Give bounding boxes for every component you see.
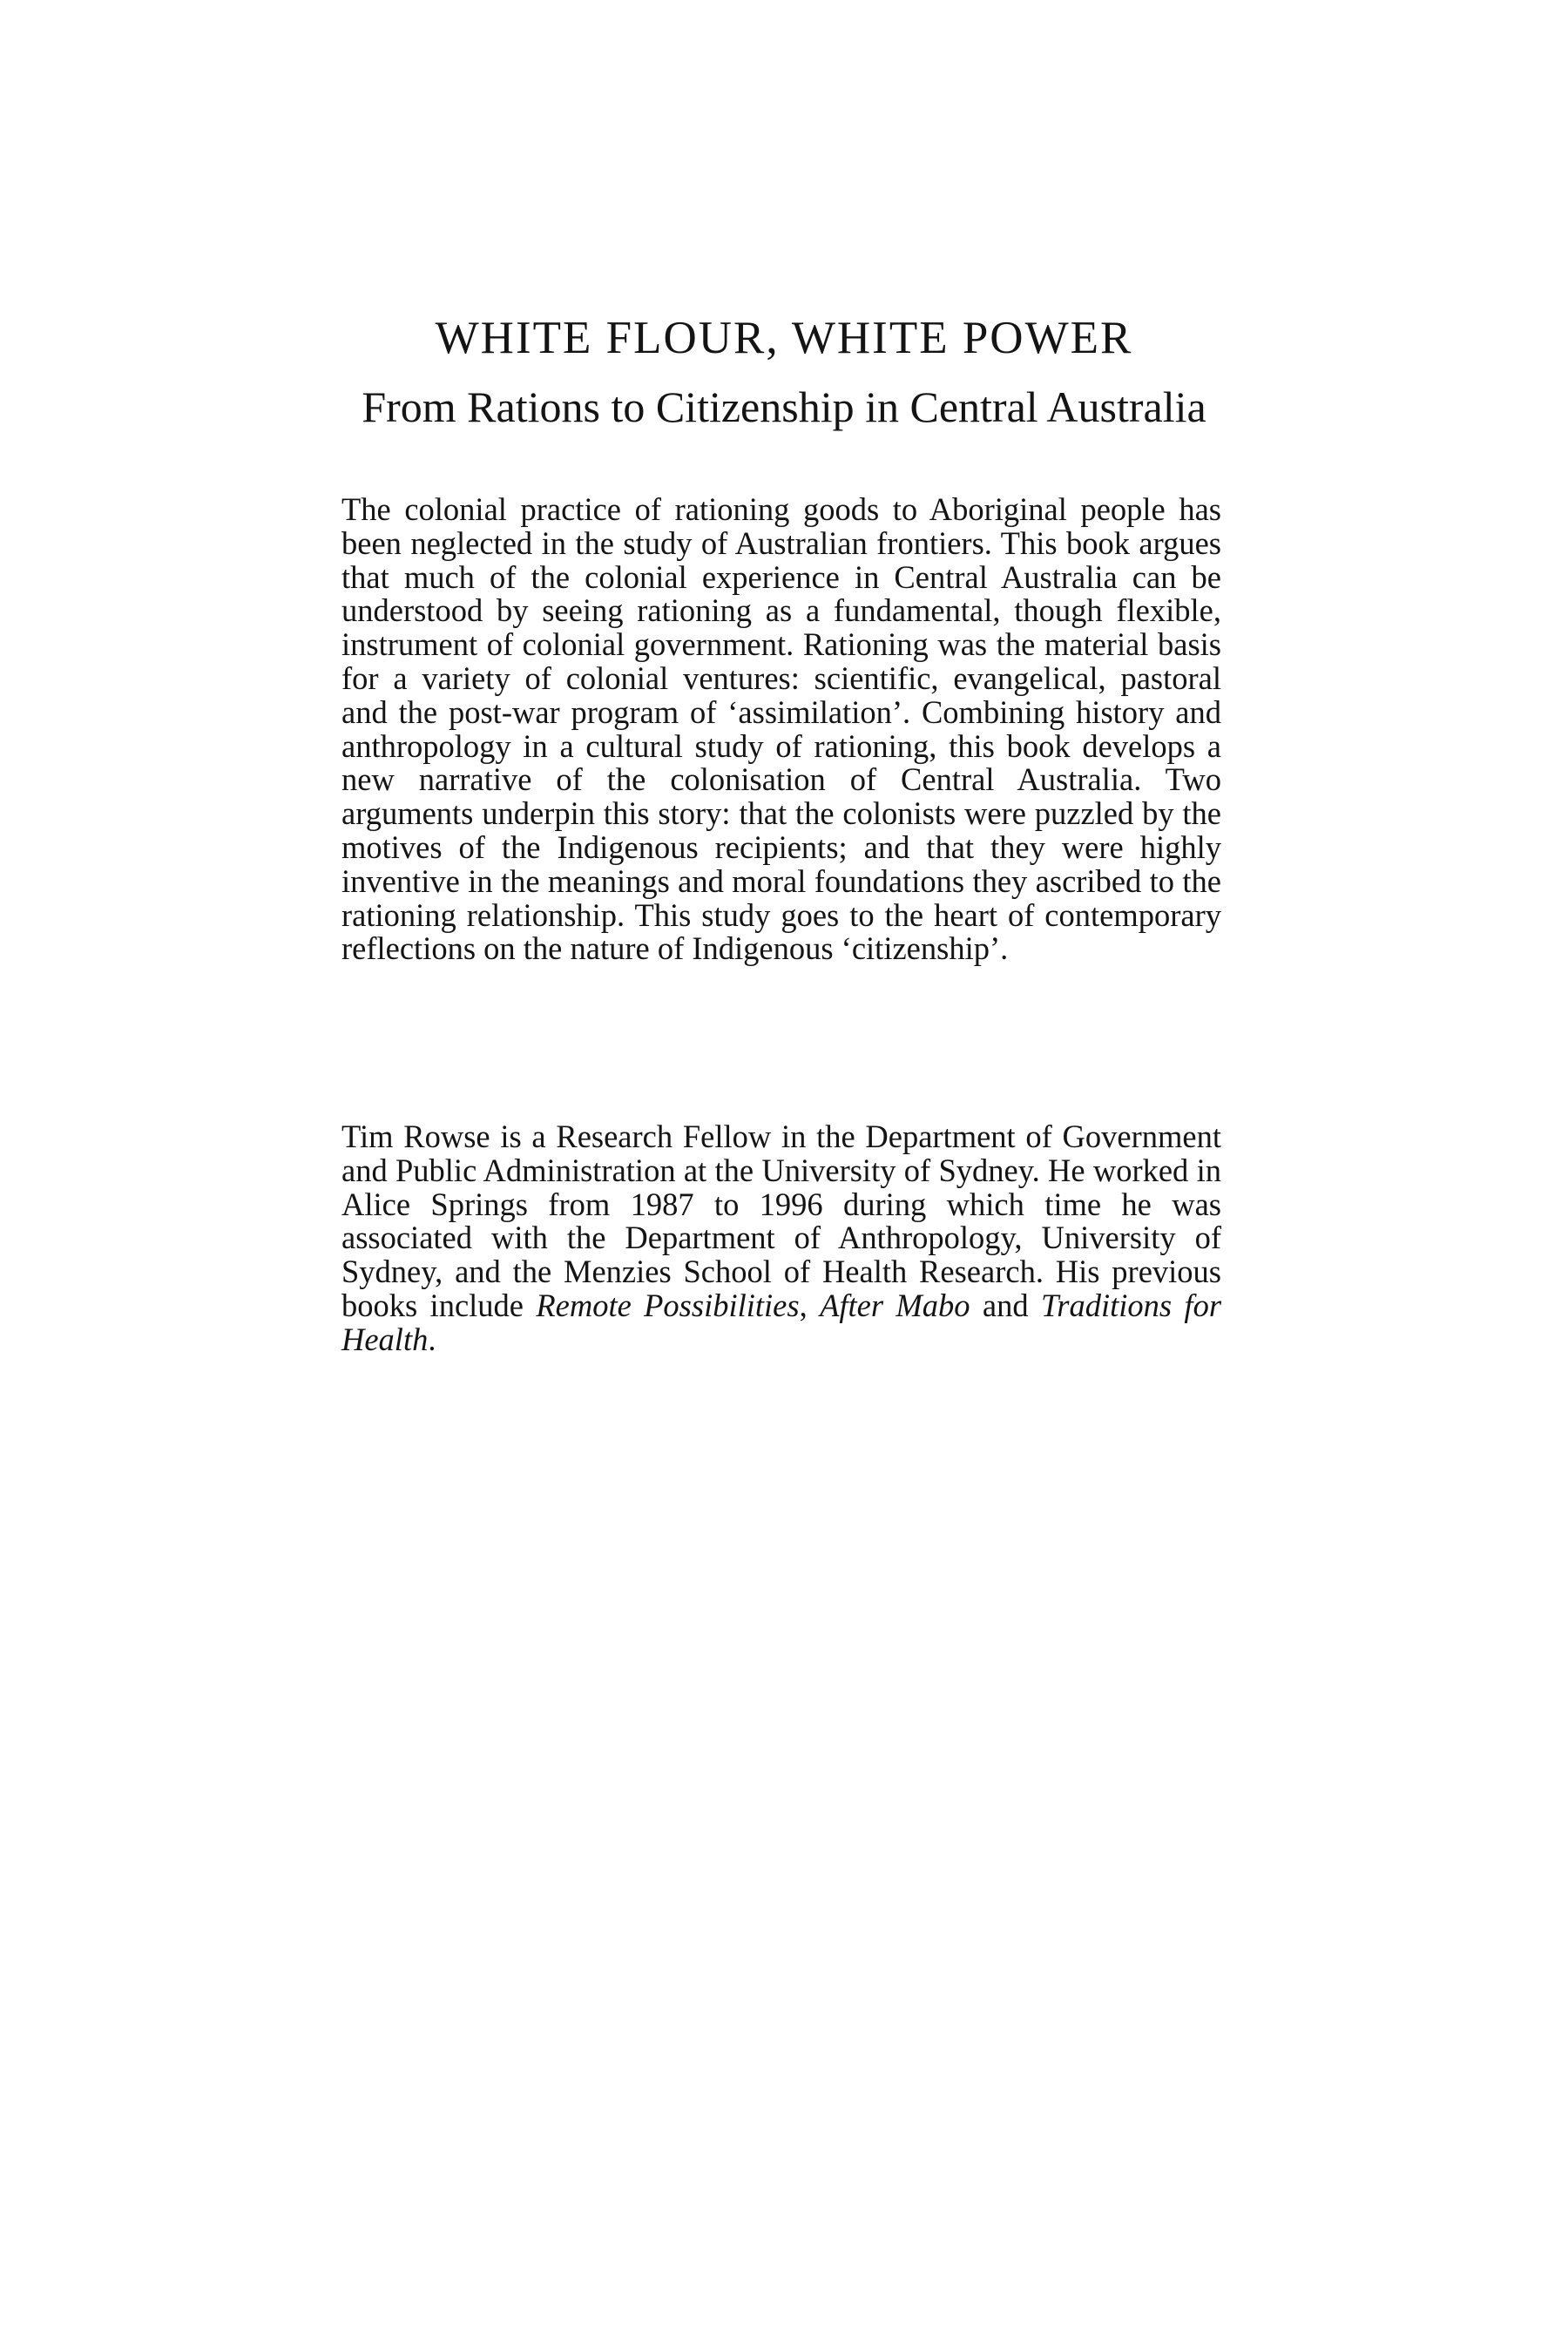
author-bio bbox=[341, 1120, 1221, 1357]
list-separator: and bbox=[970, 1287, 1041, 1323]
list-separator: , bbox=[799, 1287, 821, 1323]
author-bio-text: Tim Rowse is a Research Fellow in the Department of Government and Public Administration at the University of Sydney. He worked in Alice Springs from 1987 to 1996 during which time he was associated with the Department of Anthropology, University of Sydney, and the Menzies School of Health Research. His previous books include bbox=[341, 1119, 1221, 1323]
book-blurb: The colonial practice of rationing goods to Aboriginal people has been neglected in the study of Australian frontiers. This book argues that much of the colonial experience in Central Australia can be understood by seeing rationing as a fundamental, though flexible, instrument of colonial government. Rationing was the material basis for a variety of colonial ventures: scientific, evangelical, pastoral and the post-war program of ‘assimilation’. Combining history and anthropology in a cultural study of rationing, this book develops a new narrative of the colonisation of Central Australia. Two arguments underpin this story: that the colonists were puzzled by the motives of the Indigenous recipients; and that they were highly inventive in the meanings and moral foundations they ascribed to the rationing relationship. This study goes to the heart of contemporary reflections on the nature of Indigenous ‘citizenship’. bbox=[341, 491, 1221, 967]
previous-book-title: After Mabo bbox=[820, 1287, 970, 1323]
book-title: WHITE FLOUR, WHITE POWER bbox=[435, 313, 1133, 363]
previous-book-title: Traditions for Health bbox=[341, 1287, 1222, 1357]
previous-book-title: Remote Possibilities bbox=[536, 1287, 800, 1323]
book-subtitle: From Rations to Citizenship in Central Australia bbox=[362, 382, 1206, 431]
sentence-end: . bbox=[428, 1321, 436, 1357]
